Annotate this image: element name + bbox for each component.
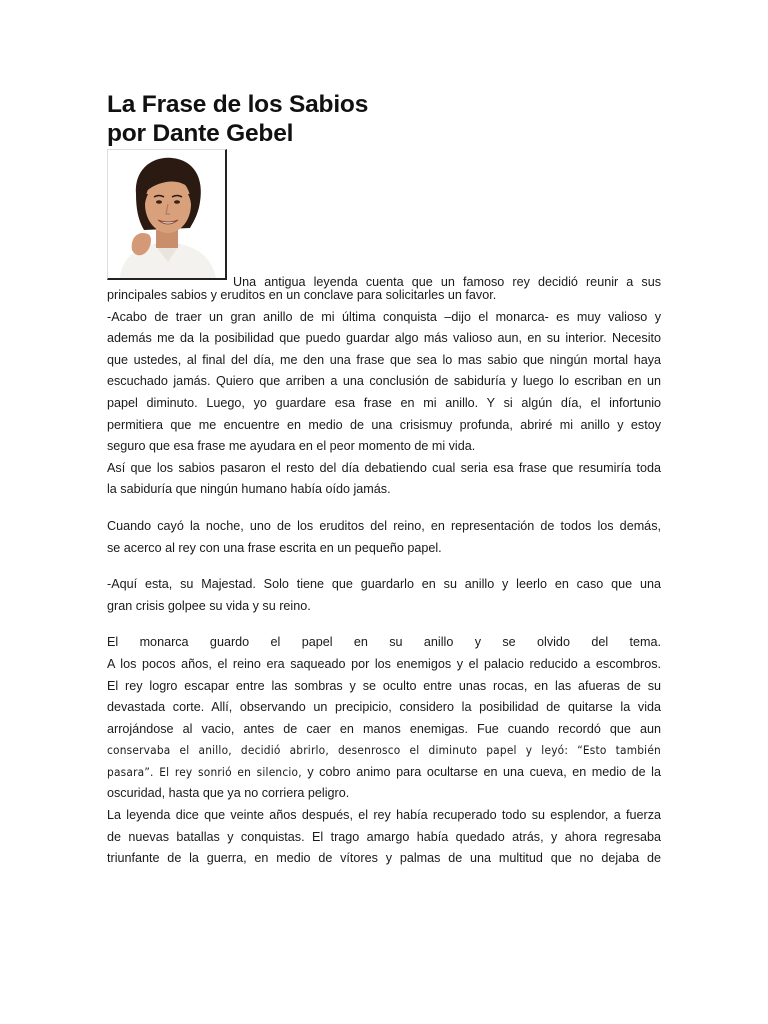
- paragraph-3-line: Así que los sabios pasaron el resto del día debatiendo cual seria esa frase que resumiría toda: [107, 460, 661, 475]
- paragraph-4-line: se acerco al rey con una frase escrita en un pequeño papel.: [107, 540, 442, 555]
- paragraph-7-line: oscuridad, hasta que ya no corriera peligro.: [107, 786, 350, 801]
- paragraph-2-line: -Acabo de traer un gran anillo de mi última conquista –dijo el monarca- es muy valioso y: [107, 309, 661, 324]
- paragraph-7-line: A los pocos años, el reino era saqueado por los enemigos y el palacio reducido a escombros.: [107, 656, 661, 671]
- paragraph-1-line-1: Una antigua leyenda cuenta que un famoso rey decidió reunir a sus: [233, 275, 661, 289]
- paragraph-7-line: devastada corte. Allí, observando un precipicio, considero la posibilidad de quitarse la vida: [107, 700, 661, 715]
- paragraph-5-line: -Aquí esta, su Majestad. Solo tiene que guardarlo en su anillo y leerlo en caso que una: [107, 577, 661, 592]
- paragraph-7-line-mixed: [107, 762, 661, 784]
- title-line-2: por Dante Gebel: [107, 120, 294, 147]
- paragraph-7-line: El rey logro escapar entre las sombras y se oculto entre unas rocas, en las afueras de su: [107, 678, 661, 693]
- paragraph-7-line-narrow: conservaba el anillo, decidió abrirlo, desenrosco el diminuto papel y leyó: “Esto también: [107, 743, 661, 758]
- paragraph-7-narrow-segment: pasara”. El rey sonrió en silencio,: [107, 764, 302, 779]
- title-line-1: La Frase de los Sabios: [107, 91, 369, 118]
- intro-row: [107, 149, 661, 289]
- paragraph-2-line: además me da la posibilidad que puedo guardar algo más valioso aun, en su interior. Necesito: [107, 331, 661, 346]
- paragraph-2-line: permitiera que me encuentre en medio de una crisismuy profunda, abriré mi anillo y estoy: [107, 417, 661, 432]
- document-title: [107, 90, 661, 148]
- paragraph-7-normal-segment: y cobro animo para ocultarse en una cueva, en medio de la: [301, 764, 661, 779]
- paragraph-5-line: gran crisis golpee su vida y su reino.: [107, 598, 311, 613]
- author-portrait-photo: [107, 149, 227, 280]
- document-body: [107, 285, 661, 870]
- paragraph-2-line: papel diminuto. Luego, yo guardare esa frase en mi anillo. Y si algún día, el infortunio: [107, 395, 661, 410]
- paragraph-4-line: Cuando cayó la noche, uno de los eruditos del reino, en representación de todos los demás,: [107, 518, 661, 533]
- paragraph-8-line: triunfante de la guerra, en medio de vítores y palmas de una multitud que no dejaba de: [107, 851, 661, 866]
- paragraph-3-line: la sabiduría que ningún humano había oído jamás.: [107, 482, 391, 497]
- document-page: [107, 90, 661, 870]
- paragraph-8-line: La leyenda dice que veinte años después, el rey había recuperado todo su esplendor, a fuerza: [107, 808, 661, 823]
- portrait-photo-icon: [108, 150, 226, 278]
- paragraph-1-line-2: principales sabios y eruditos en un conclave para solicitarles un favor.: [107, 288, 497, 302]
- paragraph-2-line: escuchado jamás. Quiero que arriben a una conclusión de sabiduría y luego lo escriban en un: [107, 374, 661, 389]
- paragraph-2-line: seguro que esa frase me ayudara en el peor momento de mi vida.: [107, 439, 476, 454]
- paragraph-7-line: arrojándose al vacio, antes de caer en manos enemigas. Fue cuando recordó que aun: [107, 721, 661, 736]
- paragraph-2-line: que ustedes, al final del día, me den una frase que sea lo mas sabio que ningún mortal haya: [107, 352, 661, 367]
- paragraph-6-line: El monarca guardo el papel en su anillo y se olvido del tema.: [107, 635, 661, 650]
- paragraph-8-line: de nuevas batallas y conquistas. El trago amargo había quedado atrás, y ahora regresaba: [107, 829, 661, 844]
